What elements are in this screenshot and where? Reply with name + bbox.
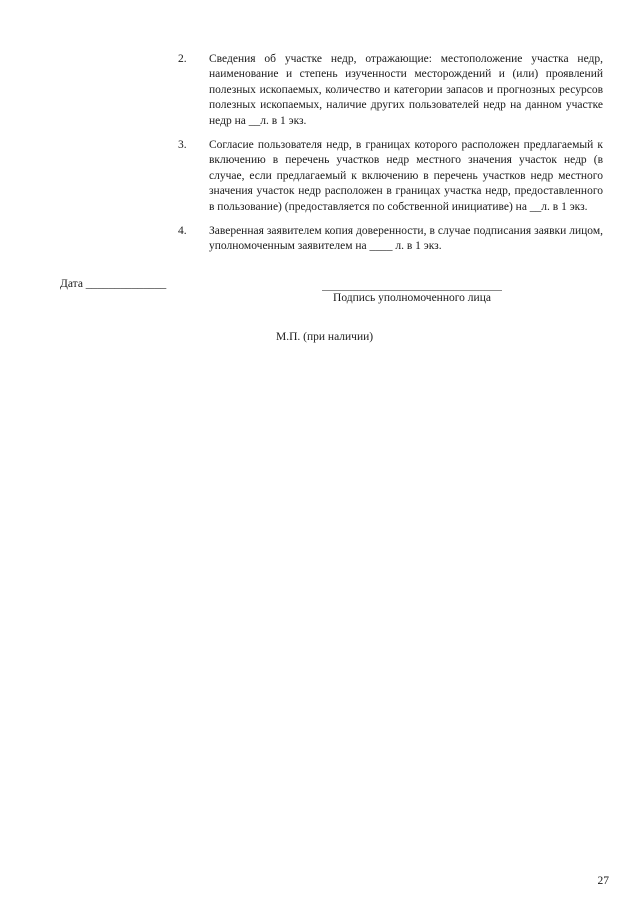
- date-field: Дата ______________: [60, 278, 167, 290]
- list-item-text: Согласие пользователя недр, в границах которого расположен предлагаемый к включению в перечень участков недр местного значения участок недр (в случае, если предлагаемый к включению в перечень участков недр местного значения участок недр расположен в границах участка недр, предоставленного в пользование) (предоставляется по собственной инициативе) на __л. в 1 экз.: [209, 139, 603, 213]
- page-number: 27: [597, 875, 609, 887]
- list-item: [178, 138, 603, 215]
- list-item: [178, 224, 603, 255]
- list-item: [178, 52, 603, 129]
- seal-placeholder: М.П. (при наличии): [276, 331, 374, 343]
- list-item-text: Заверенная заявителем копия доверенности, в случае подписания заявки лицом, уполномоченным заявителем на ____ л. в 1 экз.: [209, 225, 603, 253]
- list-item-number: 3.: [178, 139, 187, 152]
- signature-caption: Подпись уполномоченного лица: [333, 292, 491, 304]
- list-item-number: 4.: [178, 225, 187, 238]
- list-item-number: 2.: [178, 53, 187, 65]
- document-list: [178, 52, 603, 264]
- list-item-text: Сведения об участке недр, отражающие: местоположение участка недр, наименование и степень изученности месторождений и (или) проявлений полезных ископаемых, количество и категории запасов и прогнозных ресурсов полезных ископаемых, наличие других пользователей недр на данном участке недр на __л. в 1 экз.: [209, 53, 603, 127]
- signature-line: [322, 290, 502, 291]
